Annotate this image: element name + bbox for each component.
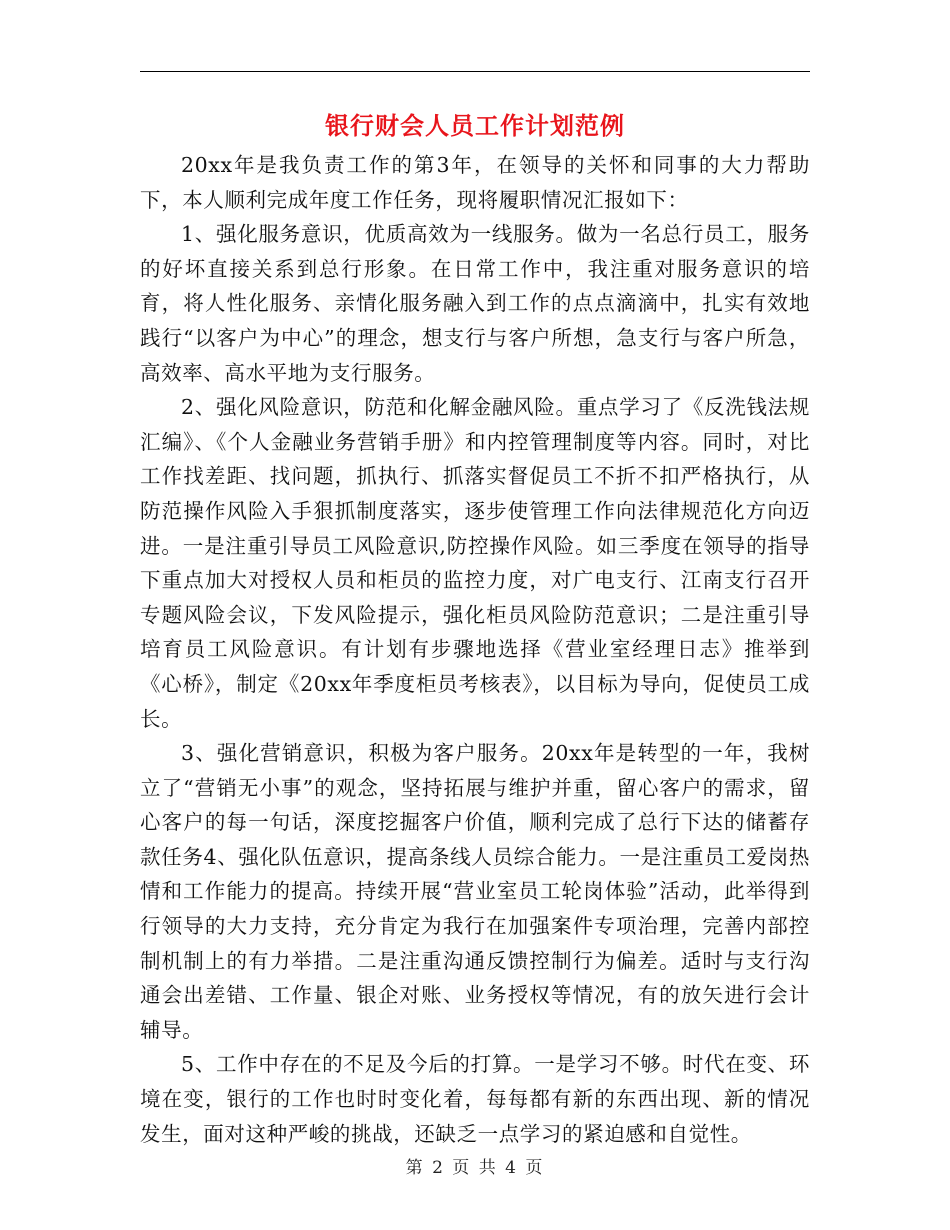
- document-title: 银行财会人员工作计划范例: [325, 111, 625, 140]
- document-body: [140, 148, 810, 1151]
- paragraph-shortcomings: 5、工作中存在的不足及今后的打算。一是学习不够。时代在变、环境在变，银行的工作也时时变化着，每每都有新的东西出现、新的情况发生，面对这种严峻的挑战，还缺乏一点学习的紧迫感和自觉性。: [140, 1052, 810, 1146]
- header-rule: [140, 71, 810, 72]
- page-footer: 第 2 页 共 4 页: [405, 1158, 545, 1178]
- paragraph-service: 1、强化服务意识，优质高效为一线服务。做为一名总行员工，服务的好坏直接关系到总行形象。在日常工作中，我注重对服务意识的培育，将人性化服务、亲情化服务融入到工作的点点滴滴中，扎实有效地践行“以客户为中心”的理念，想支行与客户所想，急支行与客户所急，高效率、高水平地为支行服务。: [140, 222, 810, 385]
- paragraph-risk: 2、强化风险意识，防范和化解金融风险。重点学习了《反洗钱法规汇编》、《个人金融业务营销手册》和内控管理制度等内容。同时，对比工作找差距、找问题，抓执行、抓落实督促员工不折不扣严格执行，从防范操作风险入手狠抓制度落实，逐步使管理工作向法律规范化方向迈进。一是注重引导员工风险意识,防控操作风险。如三季度在领导的指导下重点加大对授权人员和柜员的监控力度，对广电支行、江南支行召开专题风险会议，下发风险提示，强化柜员风险防范意识；二是注重引导培育员工风险意识。有计划有步骤地选择《营业室经理日志》推举到《心桥》，制定《20xx年季度柜员考核表》，以目标为导向，促使员工成长。: [140, 395, 810, 731]
- paragraph-intro: 20xx年是我负责工作的第3年，在领导的关怀和同事的大力帮助下，本人顺利完成年度工作任务，现将履职情况汇报如下：: [140, 153, 810, 212]
- paragraph-marketing: 3、强化营销意识，积极为客户服务。20xx年是转型的一年，我树立了“营销无小事”的观念，坚持拓展与维护并重，留心客户的需求，留心客户的每一句话，深度挖掘客户价值，顺利完成了总行下达的储蓄存款任务4、强化队伍意识，提高条线人员综合能力。一是注重员工爱岗热情和工作能力的提高。持续开展“营业室员工轮岗体验”活动，此举得到行领导的大力支持，充分肯定为我行在加强案件专项治理，完善内部控制机制上的有力举措。二是注重沟通反馈控制行为偏差。适时与支行沟通会出差错、工作量、银企对账、业务授权等情况，有的放矢进行会计辅导。: [140, 741, 810, 1042]
